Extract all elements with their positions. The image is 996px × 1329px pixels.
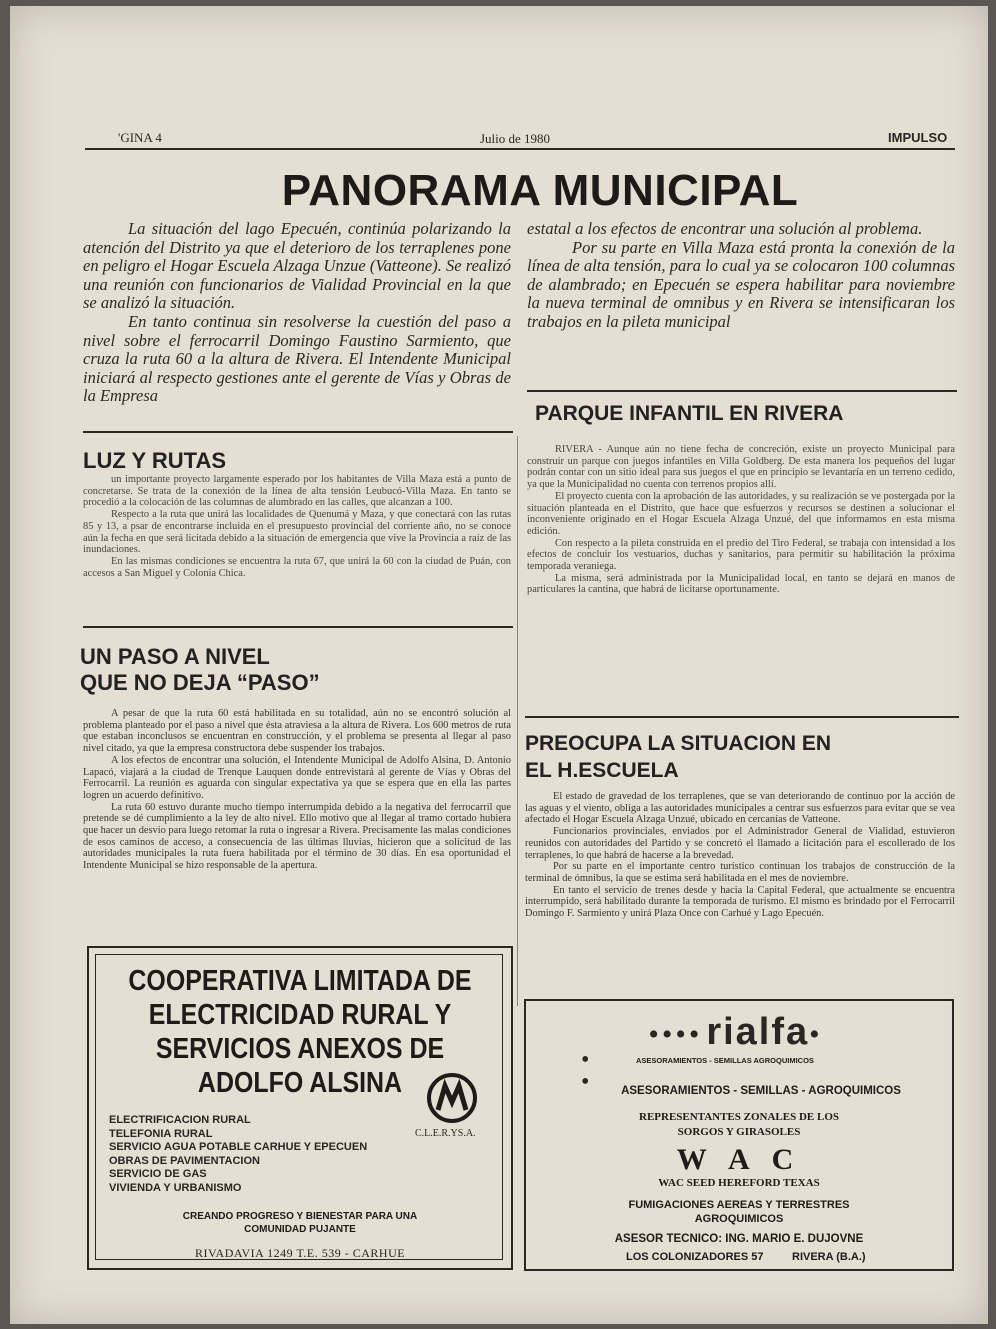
preocupa-heading	[525, 730, 831, 784]
lead-right-paragraph-2: Por su parte en Villa Maza está pronta la conexión de la línea de alta tensión, para lo cual ya se colocaron 100 columnas de alambrado; en Epecuén se espera habilitar para noviembre la nueva terminal de omnibus y en Rivera se intensificaran los trabajos en la pileta municipal	[527, 237, 955, 331]
luz-paragraph-2: Respecto a la ruta que unirá las localidades de Quenumá y Maza, y que conectará con las rutas 85 y 13, a psar de encontrarse incluida en el presupuesto provincial del corriente año, no se conoce aún la fecha en que será licitada debido a la situación de emergencia que vive la Provincia a raíz de las inundaciones.	[83, 509, 511, 556]
rialfa-logo	[584, 1011, 884, 1054]
lead-left-paragraph-1: La situación del lago Epecuén, continúa polarizando la atención del Distrito ya que el deterioro de los terraplenes pone en peligro el Hogar Escuela Alzaga Unzue (Vatteone). Se realizó una reunión con funcionarios de Vialidad Provincial en la que se analizó la situación.	[83, 219, 511, 313]
parque-paragraph-3: Con respecto a la pileta construida en el predio del Tiro Federal, se trabaja con intensidad a los efectos de concluir los vestuarios, duchas y sanitarios, para permitir su habilitación la próxima temporada veraniega.	[527, 537, 955, 573]
page-number: 'GINA 4	[118, 130, 162, 145]
service-item: ELECTRIFICACION RURAL	[109, 1114, 251, 1126]
luz-paragraph-1: un importante proyecto largamente esperado por los habitantes de Villa Maza está a punto de concretarse. Se trata de la conexión de la línea de alta tensión Leubucó-Villa Maza. En tanto se procedió a la colocación de las columnas de alumbrado en las calles, que alcanzan a 100.	[83, 474, 511, 509]
parque-paragraph-1: RIVERA - Aunque aún no tiene fecha de concreción, existe un proyecto Municipal para construir un parque con juegos infantiles en Villa Goldberg. De esta manera los pequeños del lugar podrán contar con un sitio ideal para sus juegos el que en principio se levantaría en un terreno cedido, ya que la Municipalidad no cuenta con terrenos propios allí.	[527, 444, 955, 491]
rialfa-dots-icon: ••••	[648, 1018, 703, 1051]
parque-body	[527, 444, 955, 596]
preocupa-paragraph-3: Por su parte en el importante centro turístico continuan los trabajos de construcción de la terminal de ómnibus, la que se estima será habilitada en el mes de noviembre.	[525, 861, 955, 884]
service-item: VIVIENDA Y URBANISMO	[109, 1181, 242, 1194]
paso-paragraph-1: A pesar de que la ruta 60 está habilitada en su totalidad, aún no se encontró solución al problema planteado por el paso a nivel que ésta atraviesa a la altura de Rivera. Los 600 metros de ruta que estaban inconclusos se encuentran en construcción, y el problema se presenta al llegar al paso nivel citado, ya que la empresa constructora debe suspender los trabajos.	[83, 708, 511, 755]
rialfa-city: RIVERA (B.A.)	[792, 1251, 866, 1263]
cooperativa-address: RIVADAVIA 1249 T.E. 539 - CARHUE	[194, 1246, 406, 1260]
service-item: SERVICIO AGUA POTABLE CARHUE Y EPECUEN	[109, 1141, 368, 1153]
service-item: TELEFONIA RURAL	[109, 1127, 213, 1140]
cooperativa-ad	[87, 946, 513, 1270]
rialfa-line-7: ASESOR TECNICO: ING. MARIO E. DUJOVNE	[614, 1233, 864, 1245]
cooperativa-slogan	[89, 1210, 511, 1236]
slogan-line-1: CREANDO PROGRESO Y BIENESTAR PARA UNA	[182, 1211, 418, 1222]
paso-paragraph-2: A los efectos de encontrar una solución, el Intendente Municipal de Adolfo Alsina, D. Antonio Lapacó, viajará a la ciudad de Trenque Lauquen donde entrevistará al gerente de Vías y Obras del Ferrocarril. La reunión es aguarda con singular expectativa ya que se espera que en ella las partes logren un acuerdo definitivo.	[83, 754, 511, 801]
parque-divider	[527, 390, 957, 392]
slogan-line-2: COMUNIDAD PUJANTE	[244, 1224, 356, 1235]
cooperativa-title-line-4: ADOLFO ALSINA	[197, 1067, 403, 1099]
rialfa-line-1: ASESORAMIENTOS - SEMILLAS - AGROQUIMICOS	[621, 1085, 901, 1097]
paso-body	[83, 708, 511, 872]
rialfa-wac-logo: W A C	[676, 1143, 802, 1176]
preocupa-body	[525, 791, 955, 920]
service-item: SERVICIO DE GAS	[109, 1168, 207, 1180]
rialfa-line-3: SORGOS Y GIRASOLES	[677, 1126, 801, 1138]
luz-heading: LUZ Y RUTAS	[83, 448, 227, 473]
cooperativa-services	[109, 1114, 367, 1195]
service-item: OBRAS DE PAVIMENTACION	[109, 1154, 260, 1167]
rialfa-ad	[524, 999, 954, 1271]
lead-left-paragraph-2: En tanto continua sin resolverse la cuestión del paso a nivel sobre el ferrocarril Domingo Faustino Sarmiento, que cruza la ruta 60 a la altura de Rivera. El Intendente Municipal iniciará al respecto gestiones ante el gerente de Vías y Obras de la Empresa	[83, 311, 511, 406]
rialfa-logo-subtitle: ASESORAMIENTOS - SEMILLAS AGROQUIMICOS	[636, 1056, 814, 1065]
issue-date: Julio de 1980	[480, 131, 551, 146]
luz-divider	[83, 626, 513, 628]
cooperativa-logo-caption: C.L.E.R.YS.A.	[415, 1128, 476, 1139]
main-title: PANORAMA MUNICIPAL	[281, 166, 799, 215]
parque-paragraph-2: El proyecto cuenta con la aprobación de las autoridades, y su realización se ve postergada por la situación planteada en el Distrito, que hace que esfuerzos y recursos se destinen a solucionar el inconveniente originado en el Hogar Escuela Alzaga Unzué, del que informamos en esta misma edición.	[527, 490, 955, 537]
rialfa-line-2: REPRESENTANTES ZONALES DE LOS	[639, 1111, 839, 1123]
luz-paragraph-3: En las mismas condiciones se encuentra la ruta 67, que unirá la 60 con la ciudad de Puán, con accesos a San Miguel y Colonia Chica.	[83, 555, 511, 579]
paso-paragraph-3: La ruta 60 estuvo durante mucho tiempo interrumpida debido a la negativa del ferrocarril que pretende se dé cumplimiento a la ley de alto nivel. Ello motivo que al llegar al tramo cortado hubiera que hacer un desvio para luego retomar la ruta o ingresar a Rivera. Precisamente las malas condiciones de esos caminos de acceso, a consecuencia de las últimas lluvias, hicieron que a solicitud de las autoridades municipales la ruta fuera habilitada por el término de 30 días. En esa oportunidad el Intendente Municipal se hizo responsable de la apertura.	[83, 801, 511, 872]
preocupa-paragraph-4: En tanto el servicio de trenes desde y hacia la Capital Federal, que actualmente se encuentra interrumpido, será habilitado durante la temporada de turismo. El mismo es brindado por el Ferrocarril Domingo F. Sarmiento y unirá Plaza Once con Carhué y Lago Epecuén.	[525, 884, 955, 920]
preocupa-heading-line-1: PREOCUPA LA SITUACION EN	[525, 732, 832, 755]
cooperativa-title-line-3: SERVICIOS ANEXOS DE	[155, 1033, 445, 1065]
preocupa-paragraph-1: El estado de gravedad de los terraplenes, que se van deteriorando de continuo por la acción de las aguas y el viento, obliga a las autoridades municipales a centrar sus esfuerzos para evitar que se vea afectado el Hogar Escuela Alzaga Unzué, ubicado en cercanías de Vatteone.	[525, 791, 955, 826]
paso-heading-line-1: UN PASO A NIVEL	[80, 644, 270, 669]
luz-body	[83, 474, 511, 579]
parque-paragraph-4: La misma, será administrada por la Municipalidad local, en tanto se dejará en manos de particulares la cantina, que habrá de licitarse oportunamente.	[527, 572, 955, 596]
newspaper-name: IMPULSO	[888, 130, 948, 145]
parque-heading: PARQUE INFANTIL EN RIVERA	[535, 402, 844, 425]
rialfa-line-5: FUMIGACIONES AEREAS Y TERRESTRES	[628, 1199, 850, 1211]
rialfa-address: LOS COLONIZADORES 57	[626, 1251, 764, 1263]
rialfa-side-dots-icon: • •	[581, 1047, 590, 1095]
cooperativa-logo-icon	[426, 1072, 478, 1129]
preocupa-divider	[525, 716, 959, 718]
header-rule	[85, 148, 955, 150]
lead-right-paragraph-1: estatal a los efectos de encontrar una solución al problema.	[527, 219, 923, 238]
cooperativa-title-line-2: ELECTRICIDAD RURAL Y	[148, 999, 452, 1031]
lead-right	[527, 220, 955, 332]
rialfa-line-6: AGROQUIMICOS	[694, 1213, 784, 1225]
paso-heading-line-2: QUE NO DEJA “PASO”	[80, 670, 320, 695]
preocupa-heading-line-2: EL H.ESCUELA	[525, 759, 679, 782]
preocupa-paragraph-2: Funcionarios provinciales, enviados por el Administrador General de Vialidad, estuvieron reunidos con autoridades del Partido y se concretó el llamado a licitación para el escollerado de los terraplenes, lo que habrá de hacerse a la brevedad.	[525, 826, 955, 861]
rialfa-dot-icon: •	[809, 1018, 820, 1051]
cooperativa-title-line-1: COOPERATIVA LIMITADA DE	[128, 965, 472, 997]
rialfa-logo-text: rialfa	[706, 1011, 810, 1053]
column-divider	[517, 436, 518, 1006]
lead-left	[83, 220, 511, 406]
rialfa-line-4: WAC SEED HEREFORD TEXAS	[658, 1177, 820, 1189]
newspaper-page	[10, 6, 988, 1324]
paso-heading	[80, 644, 320, 696]
lead-divider-left	[83, 431, 513, 433]
